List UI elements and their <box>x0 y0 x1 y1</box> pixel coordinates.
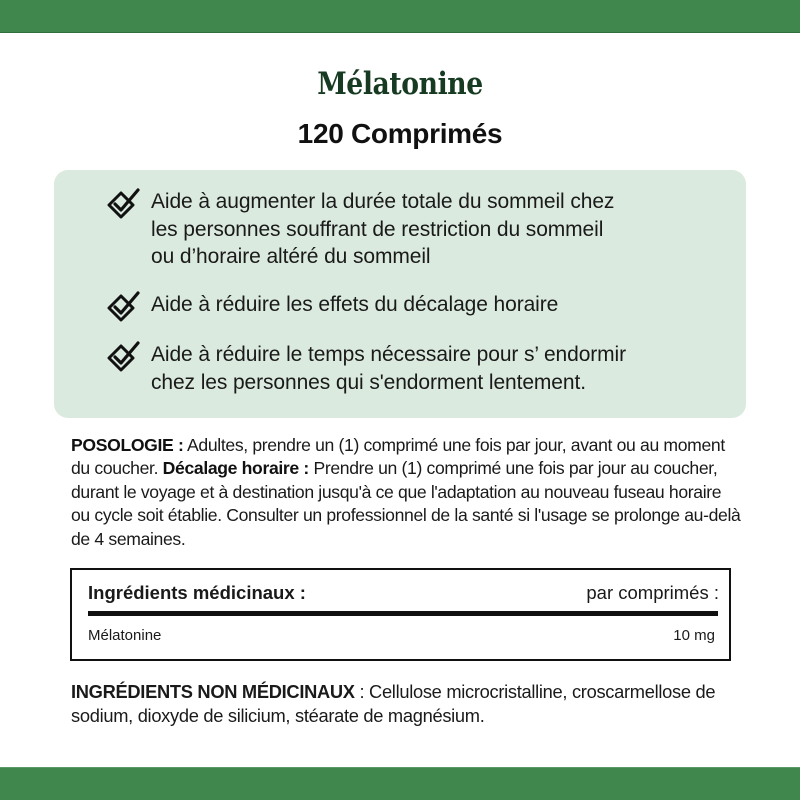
benefit-text <box>151 291 741 319</box>
table-header-per-tablet: par comprimés : <box>586 582 719 603</box>
non-medicinal-label: INGRÉDIENTS NON MÉDICINAUX <box>71 681 355 702</box>
dosage-text: Adultes, prendre un (1) comprimé une fois par jour, avant ou au moment du coucher. <box>71 435 725 479</box>
diamond-check-icon <box>106 188 140 220</box>
jetlag-label: Décalage horaire : <box>162 458 309 479</box>
diamond-check-icon <box>106 341 140 373</box>
diamond-check-icon <box>106 291 140 323</box>
benefit-text <box>151 188 741 271</box>
table-divider <box>88 611 718 616</box>
table-header-ingredients: Ingrédients médicinaux : <box>88 582 306 603</box>
top-green-bar <box>0 0 800 33</box>
ingredient-name: Mélatonine <box>88 627 162 644</box>
benefit-line: Aide à réduire les effets du décalage horaire <box>151 293 559 316</box>
benefits-box <box>54 170 746 418</box>
bottom-green-bar <box>0 767 800 800</box>
dosage-label: POSOLOGIE : <box>71 435 184 455</box>
medicinal-ingredients-table <box>70 568 731 661</box>
benefit-line: ou d’horaire altéré du sommeil <box>151 245 431 268</box>
benefit-line: chez les personnes qui s'endorment lentement. <box>151 370 586 394</box>
non-medicinal-text: : Cellulose microcristalline, croscarmellose de sodium, dioxyde de silicium, stéarate de magnésium. <box>71 681 716 726</box>
benefit-text <box>151 341 741 396</box>
ingredient-amount: 10 mg <box>673 627 715 644</box>
benefit-line: les personnes souffrant de restriction du sommeil <box>151 217 604 241</box>
benefit-line: Aide à augmenter la durée totale du sommeil chez <box>151 190 615 213</box>
benefit-line: Aide à réduire le temps nécessaire pour s’ endormir <box>151 343 627 366</box>
non-medicinal-ingredients <box>71 680 741 727</box>
product-title: Mélatonine <box>317 66 483 102</box>
jetlag-text: Prendre un (1) comprimé une fois par jour au coucher, durant le voyage et à destination jusqu'à ce que l'adaptation au nouveau fuseau horaire ou cycle soit établie. Consulter un professionnel de la santé si l'usage se prolonge au-delà de 4 semaines. <box>71 458 741 549</box>
dosage-paragraph <box>71 434 741 551</box>
product-count: 120 Comprimés <box>297 118 503 149</box>
